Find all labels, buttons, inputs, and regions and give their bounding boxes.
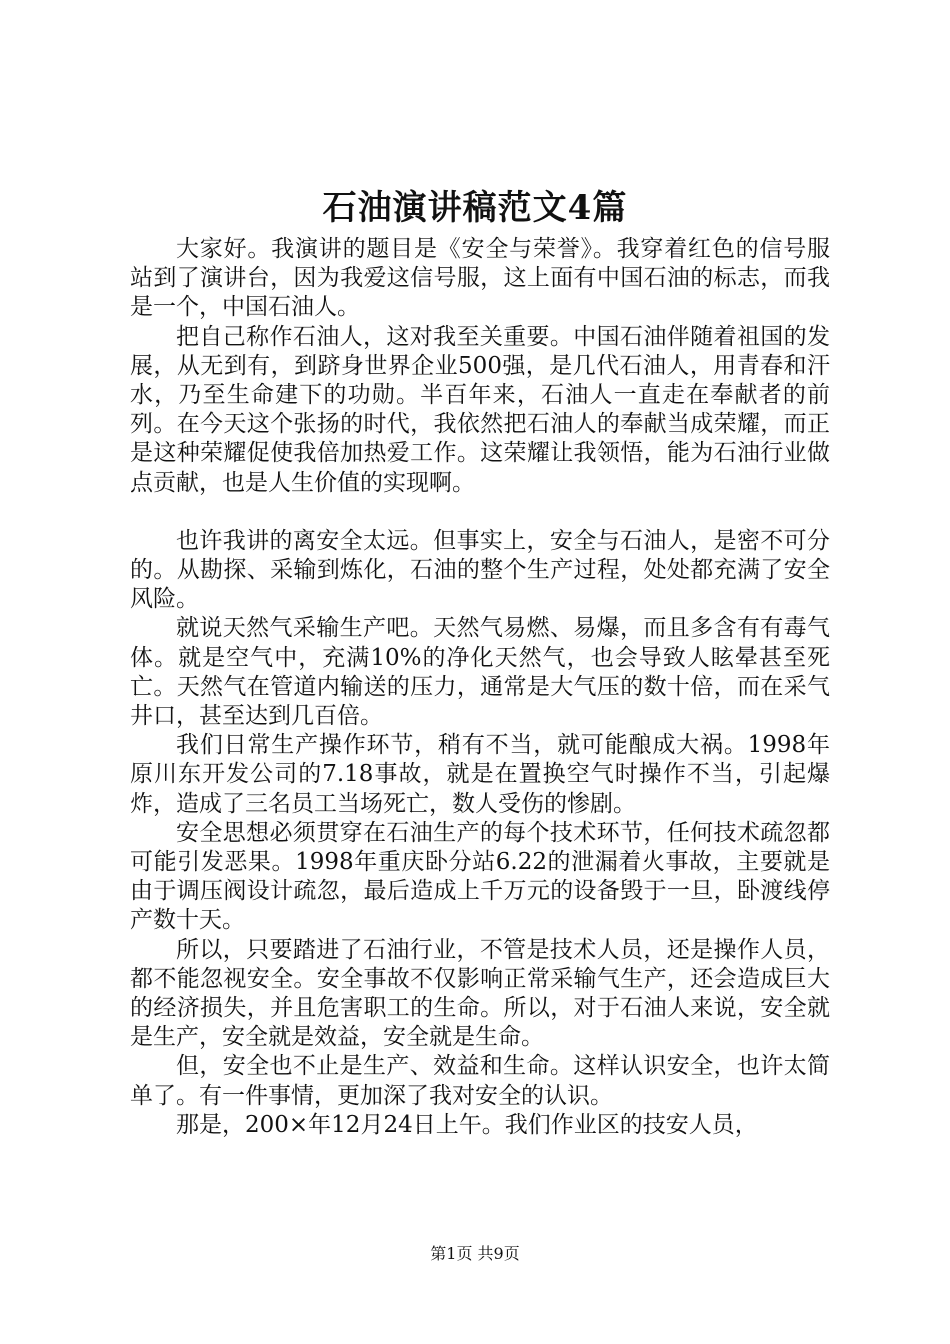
- paragraph: 那是，200×年12月24日上午。我们作业区的技安人员，: [176, 1111, 758, 1138]
- document-title: 石油演讲稿范文4篇: [322, 188, 628, 228]
- page-footer: 第1页 共9页: [430, 1244, 520, 1263]
- paragraph: 但，安全也不止是生产、效益和生命。这样认识安全，也许太简单了。有一件事情，更加深了我对安全的认识。: [130, 1053, 830, 1109]
- paragraph: 大家好。我演讲的题目是《安全与荣誉》。我穿着红色的信号服站到了演讲台，因为我爱这信号服，这上面有中国石油的标志，而我是一个，中国石油人。: [130, 236, 830, 321]
- paragraph: 把自己称作石油人，这对我至关重要。中国石油伴随着祖国的发展，从无到有，到跻身世界企业500强，是几代石油人，用青春和汗水，乃至生命建下的功勋。半百年来，石油人一直走在奉献者的前列。在今天这个张扬的时代，我依然把石油人的奉献当成荣耀，而正是这种荣耀促使我倍加热爱工作。这荣耀让我领悟，能为石油行业做点贡献，也是人生价值的实现啊。: [130, 323, 830, 496]
- paragraph: 我们日常生产操作环节，稍有不当，就可能酿成大祸。1998年原川东开发公司的7.18事故，就是在置换空气时操作不当，引起爆炸，造成了三名员工当场死亡，数人受伤的惨剧。: [130, 732, 830, 817]
- paragraph: 就说天然气采输生产吧。天然气易燃、易爆，而且多含有有毒气体。就是空气中，充满10%的净化天然气，也会导致人眩晕甚至死亡。天然气在管道内输送的压力，通常是大气压的数十倍，而在采气井口，甚至达到几百倍。: [130, 615, 830, 730]
- paragraph: 也许我讲的离安全太远。但事实上，安全与石油人，是密不可分的。从勘探、采输到炼化，石油的整个生产过程，处处都充满了安全风险。: [130, 527, 830, 613]
- paragraph: 所以，只要踏进了石油行业，不管是技术人员，还是操作人员，都不能忽视安全。安全事故不仅影响正常采输气生产，还会造成巨大的经济损失，并且危害职工的生命。所以，对于石油人来说，安全就是生产，安全就是效益，安全就是生命。: [130, 936, 830, 1051]
- document-body: [130, 235, 830, 1140]
- paragraph: 安全思想必须贯穿在石油生产的每个技术环节，任何技术疏忽都可能引发恶果。1998年重庆卧分站6.22的泄漏着火事故，主要就是由于调压阀设计疏忽，最后造成上千万元的设备毁于一旦，卧渡线停产数十天。: [130, 819, 830, 934]
